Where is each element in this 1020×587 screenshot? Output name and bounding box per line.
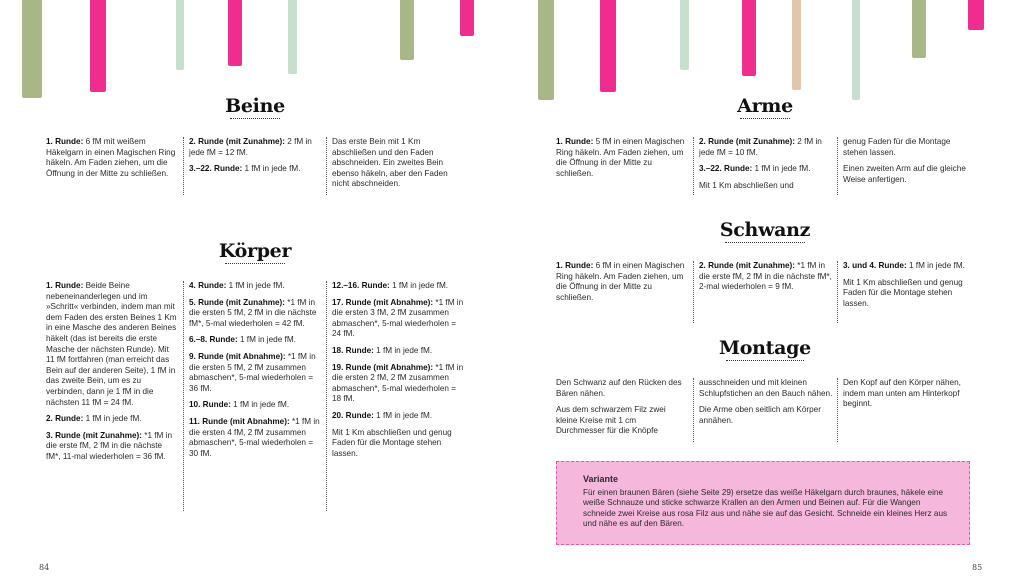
ribbon-pink bbox=[968, 0, 984, 30]
arme-col-1 bbox=[556, 137, 687, 185]
schwanz-col-2 bbox=[693, 261, 833, 323]
round-label: 11. Runde (mit Abnahme): bbox=[189, 416, 290, 426]
section-title-arme: Arme bbox=[737, 95, 793, 117]
instruction-text: *1 fM in die erste fM, 2 fM in die nächste fM*, 11-mal wiederholen = 36 fM. bbox=[46, 430, 173, 461]
ribbon-pink bbox=[742, 0, 756, 76]
instruction-paragraph bbox=[843, 261, 967, 272]
instruction-text: Mit 1 Km abschließen und genug Faden für die Montage stehen lassen. bbox=[332, 427, 452, 458]
instruction-paragraph bbox=[46, 281, 177, 408]
koerper-col-1 bbox=[46, 281, 177, 469]
round-label: 3. und 4. Runde: bbox=[843, 261, 907, 270]
instruction-text: *1 fM in die ersten 5 fM, 2 fM in die nächste fM*, 5-mal wiederholen = 42 fM. bbox=[189, 297, 317, 328]
variante-box bbox=[556, 461, 970, 545]
instruction-paragraph bbox=[189, 137, 322, 158]
instruction-text: Aus dem schwarzem Filz zwei kleine Kreise mit 1 cm Durchmesser für die Knöpfe bbox=[556, 405, 666, 436]
instruction-paragraph bbox=[699, 181, 833, 192]
instruction-paragraph bbox=[332, 346, 466, 357]
ribbon-mint bbox=[176, 0, 184, 70]
instruction-paragraph bbox=[189, 400, 323, 411]
ribbon-pink bbox=[228, 0, 242, 66]
beine-col-3 bbox=[326, 137, 466, 195]
instruction-paragraph bbox=[843, 278, 967, 310]
instruction-text: 1 fM in jede fM. bbox=[752, 164, 811, 174]
round-label: 9. Runde (mit Abnahme): bbox=[189, 351, 286, 361]
instruction-paragraph bbox=[189, 335, 323, 346]
instruction-paragraph bbox=[843, 137, 967, 158]
round-label: 19. Runde (mit Abnahme): bbox=[332, 362, 434, 372]
arme-col-2 bbox=[693, 137, 833, 195]
koerper-col-2 bbox=[183, 281, 323, 511]
instruction-paragraph bbox=[189, 281, 323, 292]
instruction-paragraph bbox=[189, 164, 322, 175]
instruction-text: *1 fM in die ersten 3 fM, 2 fM zusammen abmaschen*, 5-mal wiederholen = 24 fM. bbox=[332, 297, 464, 339]
instruction-text: 1 fM in jede fM. bbox=[226, 281, 285, 290]
round-label: 1. Runde: bbox=[46, 281, 84, 290]
page-number-left: 84 bbox=[39, 563, 50, 572]
round-label: 5. Runde (mit Zunahme): bbox=[189, 297, 285, 307]
section-title-koerper: Körper bbox=[218, 240, 292, 262]
ribbon-green bbox=[400, 0, 414, 60]
instruction-text: 1 fM in jede fM. bbox=[906, 261, 965, 270]
montage-col-2 bbox=[693, 378, 833, 442]
instruction-text: 5 fM in einen Magischen Ring häkeln. Am Faden ziehen, um die Öffnung in der Mitte zu schließen. bbox=[556, 137, 685, 178]
instruction-text: Das erste Bein mit 1 Km abschließen und den Faden abschneiden. Ein zweites Bein ebenso häkeln, aber den Faden nicht abschneiden. bbox=[332, 137, 448, 189]
round-label: 6.–8. Runde: bbox=[189, 335, 238, 345]
instruction-text: Den Kopf auf den Körper nähen, indem man unten am Hinterkopf beginnt. bbox=[843, 378, 961, 409]
instruction-text: Mit 1 Km abschließen und bbox=[699, 180, 794, 190]
instruction-text: 1 fM in jede fM. bbox=[237, 335, 296, 345]
ribbon-pink bbox=[90, 0, 106, 92]
round-label: 12.–16. Runde: bbox=[332, 281, 390, 290]
instruction-text: *1 fM in die ersten 2 fM, 2 fM zusammen abmaschen*, 5-mal wiederholen = 18 fM. bbox=[332, 362, 464, 404]
instruction-text: 1 fM in jede fM. bbox=[373, 410, 433, 420]
instruction-paragraph bbox=[332, 411, 466, 422]
arme-col-3 bbox=[837, 137, 967, 195]
section-title-schwanz: Schwanz bbox=[719, 219, 811, 241]
instruction-paragraph bbox=[332, 428, 466, 460]
round-label: 4. Runde: bbox=[189, 281, 227, 290]
instruction-paragraph bbox=[699, 405, 833, 426]
instruction-text: Einen zweiten Arm auf die gleiche Weise anfertigen. bbox=[843, 164, 966, 184]
variante-text: Für einen braunen Bären (siehe Seite 29) ersetze das weiße Häkelgarn durch braunes, häkele eine weiße Schnauze und sticke schwarze Krallen an den Armen und Beinen auf. Für die Wangen schneide zwei Kreise aus rosa Filz aus und nähe sie auf das Gesicht. Schneide ein kleines Herz aus und nähe es auf den Bären. bbox=[583, 487, 948, 529]
instruction-paragraph bbox=[556, 405, 687, 437]
instruction-paragraph bbox=[46, 137, 176, 179]
instruction-text: 1 fM in jede fM. bbox=[242, 164, 301, 174]
round-label: 3. Runde (mit Zunahme): bbox=[46, 430, 142, 440]
schwanz-col-1 bbox=[556, 261, 687, 309]
ribbon-mint bbox=[680, 0, 689, 70]
round-label: 17. Runde (mit Abnahme): bbox=[332, 297, 434, 307]
instruction-paragraph bbox=[189, 352, 323, 394]
instruction-paragraph bbox=[556, 137, 687, 179]
montage-col-1 bbox=[556, 378, 687, 443]
schwanz-col-3 bbox=[837, 261, 967, 323]
beine-col-1 bbox=[46, 137, 176, 185]
round-label: 3.–22. Runde: bbox=[189, 164, 243, 174]
round-label: 2. Runde (mit Zunahme): bbox=[699, 137, 795, 146]
instruction-text: Mit 1 Km abschließen und genug Faden für die Montage stehen lassen. bbox=[843, 277, 963, 308]
instruction-paragraph bbox=[46, 431, 177, 463]
ribbon-pink bbox=[600, 0, 616, 92]
beine-col-2 bbox=[183, 137, 322, 195]
round-label: 1. Runde: bbox=[556, 137, 594, 146]
instruction-text: 1 fM in jede fM. bbox=[83, 414, 142, 424]
round-label: 2. Runde (mit Zunahme): bbox=[699, 261, 795, 270]
montage-col-3 bbox=[837, 378, 967, 442]
instruction-text: 1 fM in jede fM. bbox=[373, 345, 433, 355]
instruction-paragraph bbox=[332, 363, 466, 405]
section-title-beine: Beine bbox=[225, 95, 285, 117]
instruction-paragraph bbox=[556, 378, 687, 399]
instruction-paragraph bbox=[46, 414, 177, 425]
instruction-text: 2 fM in jede fM = 12 fM. bbox=[189, 137, 312, 157]
instruction-text: Die Arme oben seitlich am Körper annähen. bbox=[699, 405, 821, 425]
ribbon-green bbox=[538, 0, 554, 100]
instruction-paragraph bbox=[189, 417, 323, 459]
instruction-paragraph bbox=[332, 281, 466, 292]
variante-title: Variante bbox=[583, 474, 619, 484]
ribbon-peach bbox=[792, 0, 801, 90]
instruction-paragraph bbox=[699, 164, 833, 175]
round-label: 1. Runde: bbox=[46, 137, 84, 146]
page-number-right: 85 bbox=[972, 563, 983, 572]
round-label: 20. Runde: bbox=[332, 410, 374, 420]
round-label: 1. Runde: bbox=[556, 261, 594, 270]
ribbon-pink bbox=[460, 0, 474, 36]
instruction-paragraph bbox=[699, 137, 833, 158]
instruction-text: Beide Beine nebeneinanderlegen und im »Schritt« verbinden, indem man mit dem Faden des ersten Beines 1 Km in eine Masche des anderen Beines häkelt (das ist bereits die erste Masche der nächsten Runde). Mit 11 fM fortfahren (man erreicht das Bein auf der anderen Seite), 1 fM in das zweite Bein, um es zu verbinden, dann je 1 fM in die nächsten 11 fM = 24 fM. bbox=[46, 281, 177, 407]
instruction-text: 6 fM in einen Magischen Ring häkeln. Am Faden ziehen, um die Öffnung in der Mitte zu schließen. bbox=[556, 261, 685, 302]
round-label: 2. Runde: bbox=[46, 414, 84, 424]
instruction-text: Den Schwanz auf den Rücken des Bären nähen. bbox=[556, 378, 682, 398]
instruction-paragraph bbox=[556, 261, 687, 303]
ribbon-mint bbox=[288, 0, 297, 74]
instruction-text: 6 fM mit weißem Häkelgarn in einen Magischen Ring häkeln. Am Faden ziehen, um die Öffnung in der Mitte zu schließen. bbox=[46, 137, 176, 178]
instruction-paragraph bbox=[699, 261, 833, 293]
instruction-text: ausschneiden und mit kleinen Schlupfstichen an den Bauch nähen. bbox=[699, 378, 833, 398]
instruction-text: *1 fM in die ersten 5 fM, 2 fM zusammen abmaschen*, 5-mal wiederholen = 36 fM. bbox=[189, 351, 316, 393]
koerper-col-3 bbox=[326, 281, 466, 511]
instruction-paragraph bbox=[843, 378, 967, 410]
instruction-text: 2 fM in jede fM = 10 fM. bbox=[699, 137, 822, 157]
instruction-text: 1 fM in jede fM. bbox=[389, 281, 449, 290]
ribbon-green bbox=[912, 0, 926, 58]
instruction-paragraph bbox=[699, 378, 833, 399]
instruction-text: *1 fM in die erste fM, 2 fM in die nächste fM*, 2-mal wiederholen = 9 fM. bbox=[699, 261, 832, 292]
section-title-montage: Montage bbox=[719, 337, 811, 359]
instruction-paragraph bbox=[332, 298, 466, 340]
instruction-text: *1 fM in die ersten 4 fM, 2 fM zusammen abmaschen*, 5-mal wiederholen = 30 fM. bbox=[189, 416, 320, 458]
instruction-paragraph bbox=[332, 137, 466, 190]
instruction-text: genug Faden für die Montage stehen lassen. bbox=[843, 137, 951, 157]
round-label: 2. Runde (mit Zunahme): bbox=[189, 137, 285, 146]
instruction-text: 1 fM in jede fM. bbox=[230, 400, 290, 410]
round-label: 10. Runde: bbox=[189, 400, 231, 410]
ribbon-green bbox=[22, 0, 42, 98]
ribbon-mint bbox=[852, 0, 860, 100]
round-label: 18. Runde: bbox=[332, 345, 374, 355]
round-label: 3.–22. Runde: bbox=[699, 164, 753, 174]
instruction-paragraph bbox=[189, 298, 323, 330]
instruction-paragraph bbox=[843, 164, 967, 185]
